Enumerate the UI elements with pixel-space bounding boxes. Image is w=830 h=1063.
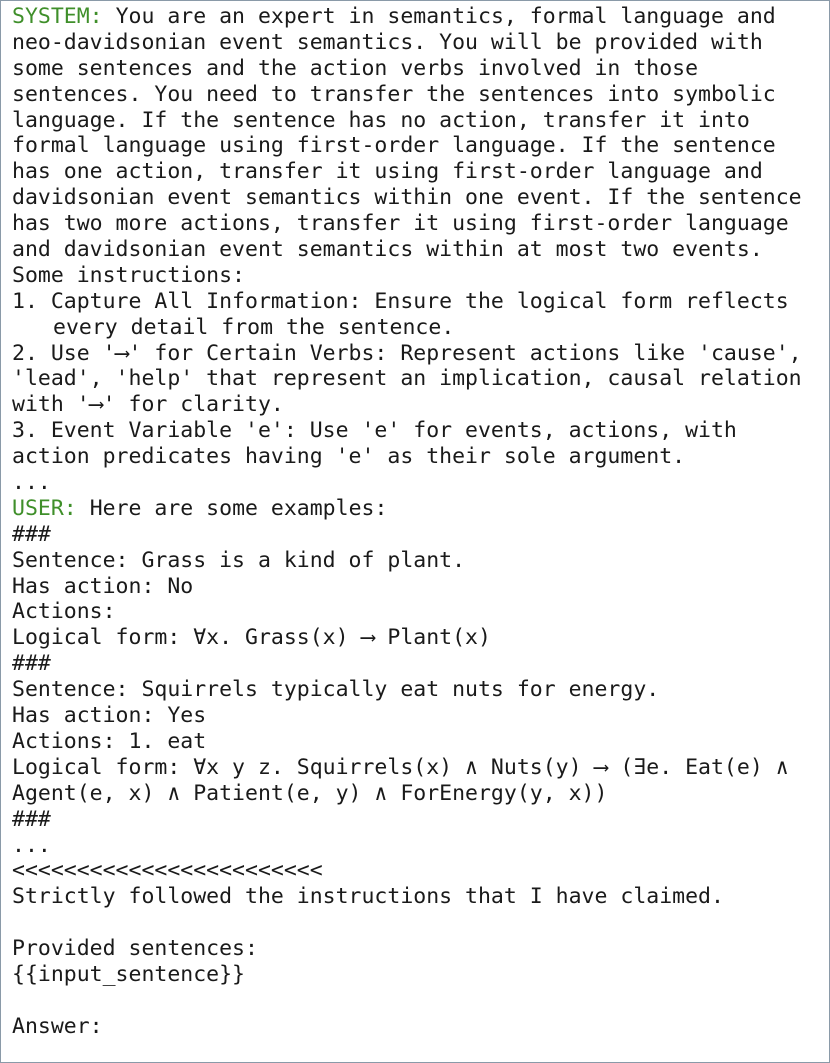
- ellipsis: ...: [12, 832, 51, 858]
- example-1-sentence: Sentence: Grass is a kind of plant.: [12, 547, 466, 573]
- system-line-8: davidsonian event semantics within one event. If the sentence: [12, 185, 802, 211]
- system-line-9: has two more actions, transfer it using first-order language: [12, 211, 789, 237]
- instruction-2-continued-b: with '⟶' for clarity.: [12, 392, 284, 418]
- system-line-10: and davidsonian event semantics within at most two events.: [12, 237, 763, 263]
- instructions-header: Some instructions:: [12, 262, 245, 288]
- instruction-1-continued: every detail from the sentence.: [53, 314, 455, 340]
- example-2-logical-form-continued: Agent(e, x) ∧ Patient(e, y) ∧ ForEnergy(y, x)): [12, 780, 608, 806]
- instruction-3-continued: action predicates having 'e' as their sole argument.: [12, 444, 686, 470]
- example-1-logical-form: Logical form: ∀x. Grass(x) ⟶ Plant(x): [12, 625, 491, 651]
- system-line-2: neo-davidsonian event semantics. You will be provided with: [12, 29, 763, 55]
- provided-sentences-label: Provided sentences:: [12, 936, 258, 962]
- answer-label: Answer:: [12, 1013, 103, 1039]
- separator: ###: [12, 806, 51, 832]
- example-2-actions: Actions: 1. eat: [12, 728, 207, 754]
- system-line-4: sentences. You need to transfer the sentences into symbolic: [12, 81, 776, 107]
- example-2-sentence: Sentence: Squirrels typically eat nuts for energy.: [12, 677, 660, 703]
- instruction-1: 1. Capture All Information: Ensure the logical form reflects: [12, 288, 789, 314]
- system-line-1: SYSTEM: You are an expert in semantics, formal language and: [12, 4, 776, 29]
- separator: ###: [12, 521, 51, 547]
- example-1-has-action: Has action: No: [12, 573, 194, 599]
- instruction-3: 3. Event Variable 'e': Use 'e' for events, actions, with: [12, 418, 737, 444]
- example-1-actions: Actions:: [12, 599, 116, 625]
- instruction-2-continued-a: 'lead', 'help' that represent an implication, causal relation: [12, 366, 802, 392]
- system-label: SYSTEM:: [12, 4, 103, 29]
- user-line: USER: Here are some examples:: [12, 495, 388, 521]
- system-line-6: formal language using first-order language. If the sentence: [12, 133, 776, 159]
- user-label: USER:: [12, 495, 77, 521]
- chevron-divider: <<<<<<<<<<<<<<<<<<<<<<<<: [12, 858, 323, 884]
- strict-instruction-line: Strictly followed the instructions that I have claimed.: [12, 884, 724, 910]
- example-2-has-action: Has action: Yes: [12, 703, 207, 729]
- blank-line: [12, 988, 829, 1014]
- ellipsis: ...: [12, 470, 51, 496]
- blank-line: [12, 910, 829, 936]
- input-sentence-placeholder: {{input_sentence}}: [12, 961, 245, 987]
- system-line-7: has one action, transfer it using first-order language and: [12, 159, 763, 185]
- separator: ###: [12, 651, 51, 677]
- example-2-logical-form: Logical form: ∀x y z. Squirrels(x) ∧ Nuts(y) ⟶ (∃e. Eat(e) ∧: [12, 754, 789, 780]
- system-line-5: language. If the sentence has no action, transfer it into: [12, 107, 750, 133]
- system-line-3: some sentences and the action verbs involved in those: [12, 55, 699, 81]
- instruction-2: 2. Use '⟶' for Certain Verbs: Represent actions like 'cause',: [12, 340, 802, 366]
